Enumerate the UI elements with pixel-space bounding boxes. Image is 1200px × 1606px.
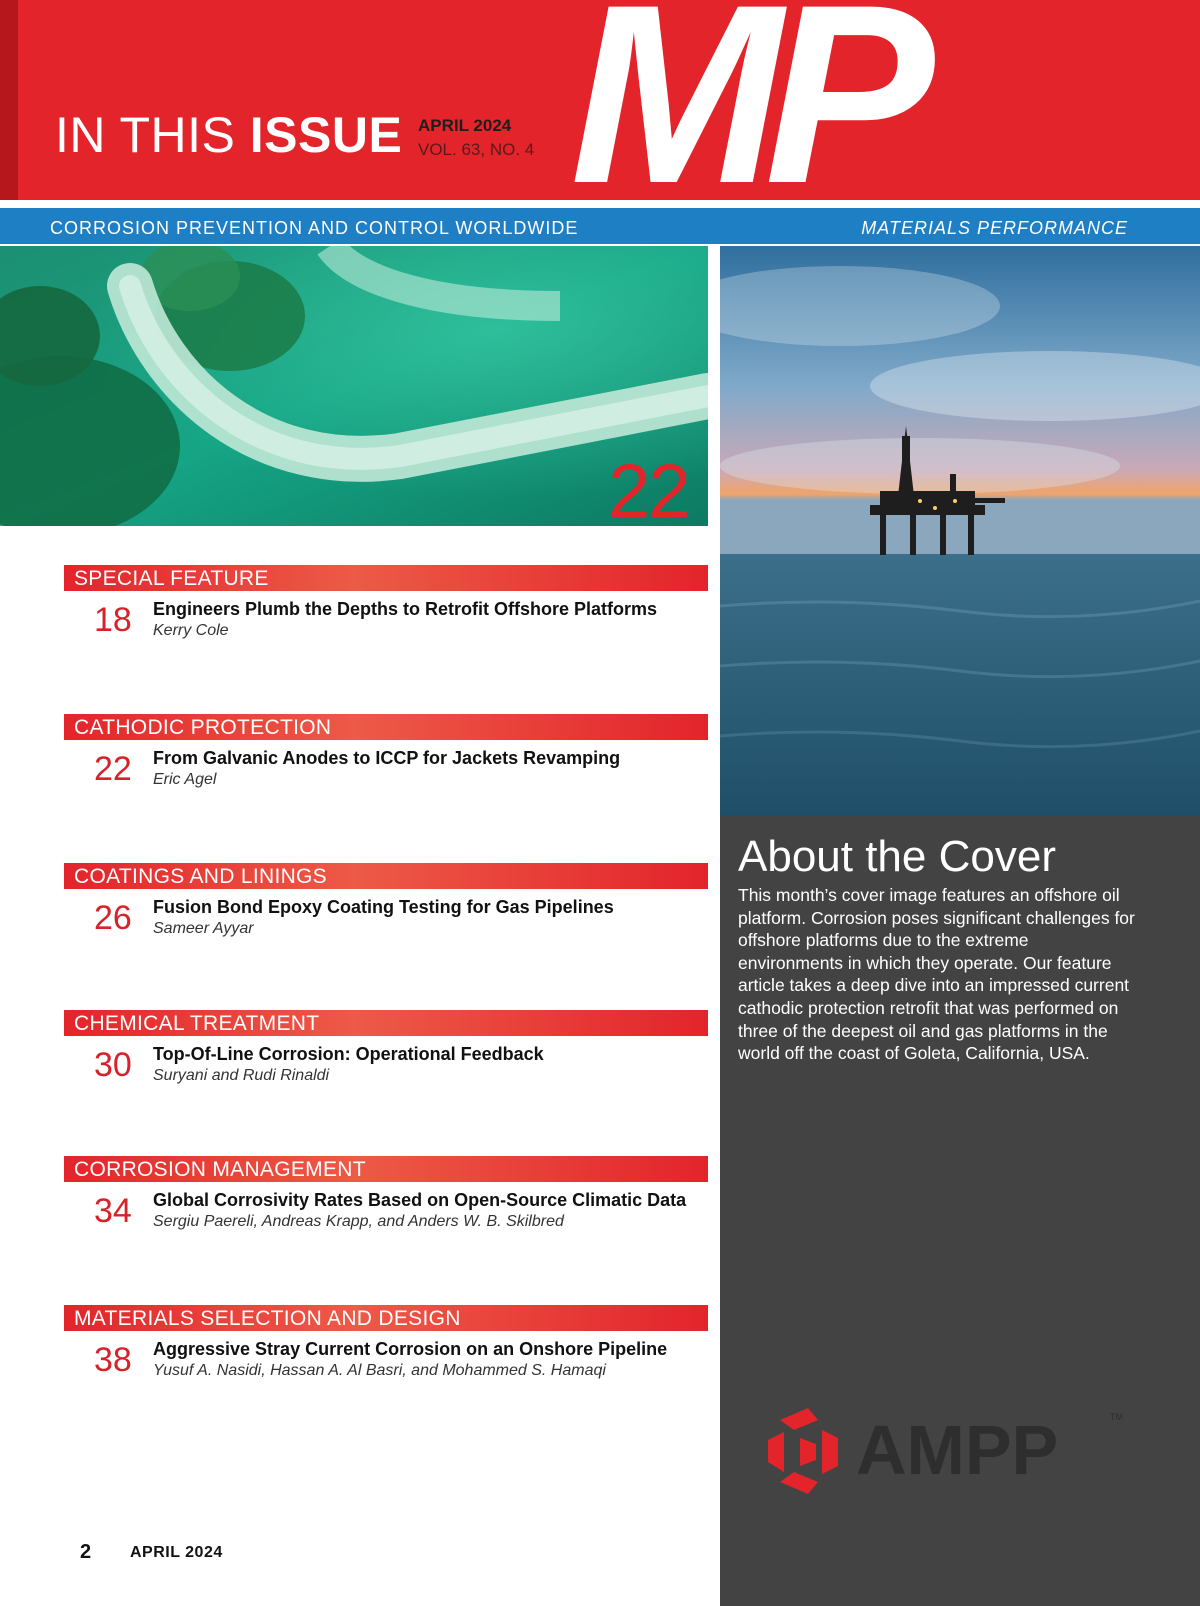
feature-page-number: 22 xyxy=(608,449,689,534)
header-edge-stripe xyxy=(0,0,18,200)
tagline-right: MATERIALS PERFORMANCE xyxy=(861,218,1128,238)
article-page-number: 34 xyxy=(94,1192,132,1230)
article-title: Top-Of-Line Corrosion: Operational Feedback xyxy=(153,1044,544,1064)
page-title-light: IN THIS xyxy=(55,107,250,163)
article-authors: Kerry Cole xyxy=(153,622,229,639)
article-authors: Eric Agel xyxy=(153,771,217,788)
page-title xyxy=(55,106,402,164)
header-banner xyxy=(0,0,1200,200)
mp-logo-text: MP xyxy=(570,0,917,200)
section-heading: MATERIALS SELECTION AND DESIGN xyxy=(64,1305,708,1331)
toc-section-special-feature xyxy=(64,565,708,639)
article-title: Fusion Bond Epoxy Coating Testing for Gas Pipelines xyxy=(153,897,614,917)
section-heading: COATINGS AND LININGS xyxy=(64,863,708,889)
section-heading: CORROSION MANAGEMENT xyxy=(64,1156,708,1182)
ampp-logo-text: AMPP xyxy=(856,1411,1059,1489)
toc-section-coatings-linings xyxy=(64,863,708,937)
article-title: From Galvanic Anodes to ICCP for Jackets Revamping xyxy=(153,748,621,768)
article-page-number: 38 xyxy=(94,1341,132,1379)
article-authors: Suryani and Rudi Rinaldi xyxy=(153,1067,330,1084)
about-cover-text: This month’s cover image features an offshore oil platform. Corrosion poses significant challenges for offshore platforms due to the extreme environments in which they operate. Our feature article takes a deep dive into an impressed current cathodic protection retrofit that was performed on three of the deepest oil and gas platforms in the world off the coast of Goleta, California, USA. xyxy=(738,885,1135,1064)
underwater-pipe-image xyxy=(0,246,708,526)
article-page-number: 26 xyxy=(94,899,132,937)
page-title-bold: ISSUE xyxy=(249,107,403,163)
article-authors: Sameer Ayyar xyxy=(153,920,254,937)
issue-date: APRIL 2024 xyxy=(418,116,512,135)
toc-section-corrosion-management xyxy=(64,1156,708,1230)
article-title: Global Corrosivity Rates Based on Open-Source Climatic Data xyxy=(153,1190,687,1210)
article-page-number: 30 xyxy=(94,1046,132,1084)
section-heading: CATHODIC PROTECTION xyxy=(64,714,708,740)
toc-section-chemical-treatment xyxy=(64,1010,708,1084)
section-heading: SPECIAL FEATURE xyxy=(64,565,708,591)
ampp-trademark: TM xyxy=(1110,1412,1123,1422)
footer-date: APRIL 2024 xyxy=(130,1544,223,1561)
article-authors: Sergiu Paereli, Andreas Krapp, and Anders W. B. Skilbred xyxy=(153,1213,564,1230)
tagline-left: CORROSION PREVENTION AND CONTROL WORLDWIDE xyxy=(50,218,579,238)
ampp-logo xyxy=(760,1400,1140,1500)
ampp-logo-mark xyxy=(768,1408,838,1494)
toc-section-materials-selection xyxy=(64,1305,708,1379)
about-cover-heading: About the Cover xyxy=(738,832,1056,881)
section-heading: CHEMICAL TREATMENT xyxy=(64,1010,708,1036)
offshore-platform-image xyxy=(720,246,1200,816)
article-authors: Yusuf A. Nasidi, Hassan A. Al Basri, and Mohammed S. Hamaqi xyxy=(153,1362,606,1379)
issue-volume: VOL. 63, NO. 4 xyxy=(418,140,535,159)
mp-logo xyxy=(560,0,1200,200)
article-title: Engineers Plumb the Depths to Retrofit Offshore Platforms xyxy=(153,599,658,619)
article-page-number: 22 xyxy=(94,750,132,788)
toc-section-cathodic-protection xyxy=(64,714,708,788)
page-number: 2 xyxy=(80,1541,92,1563)
article-title: Aggressive Stray Current Corrosion on an Onshore Pipeline xyxy=(153,1339,668,1359)
article-page-number: 18 xyxy=(94,601,132,639)
